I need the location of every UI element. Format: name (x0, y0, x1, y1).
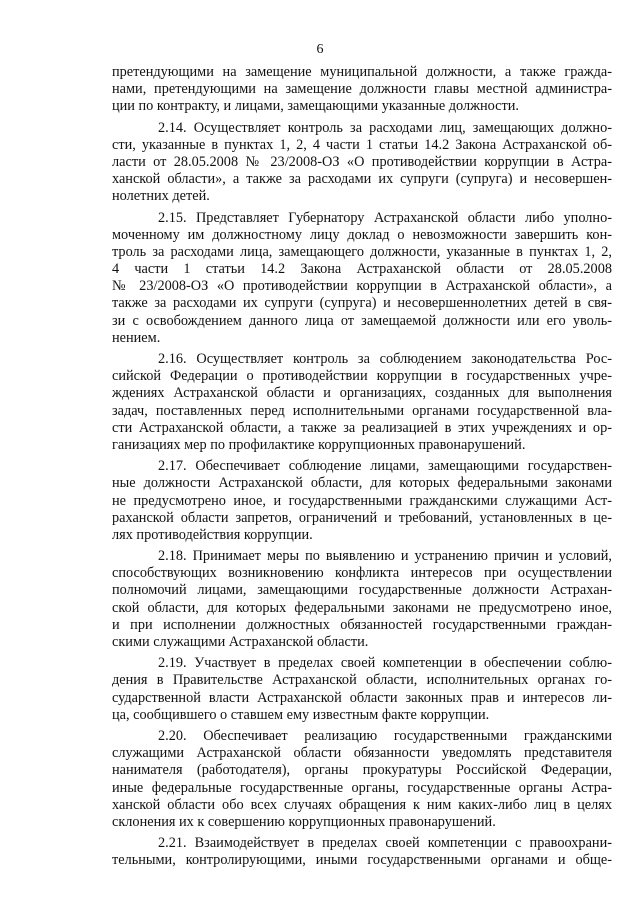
paragraph (112, 120, 612, 206)
text-line: полномочий лицами, замещающими государственные должности Астрахан- (112, 582, 612, 599)
text-line: 2.20. Обеспечивает реализацию государственными гражданскими (158, 727, 612, 744)
text-line: моченному им должностному лицу доклад о невозможности завершить кон- (112, 226, 612, 243)
text-line: 4 части 1 статьи 14.2 Закона Астраханской области от 28.05.2008 (112, 261, 612, 278)
text-line: склонения их к совершению коррупционных правонарушений. (112, 813, 496, 830)
page-number: 6 (316, 42, 324, 57)
text-line: и при исполнении должностных обязанностей государственными граждан- (112, 616, 612, 633)
text-line: 2.16. Осуществляет контроль за соблюдением законодательства Рос- (158, 351, 612, 367)
text-line: скими служащими Астраханской области. (112, 634, 369, 650)
text-line: 2.17. Обеспечивает соблюдение лицами, замещающими государствен- (158, 458, 612, 475)
text-line: троль за расходами лица, замещающего должности, указанные в пунктах 1, 2, (112, 243, 612, 260)
text-line: ханской области обо всех случаях обращения к ним каких-либо лиц в целях (112, 796, 612, 813)
text-line: претендующими на замещение муниципальной должности, а также гражда- (112, 64, 612, 80)
paragraph (112, 64, 612, 116)
text-line: дения в Правительстве Астраханской области, исполнительных органах го- (112, 672, 612, 689)
text-line: ции по контракту, и лицами, замещающими указанные должности. (112, 98, 519, 115)
paragraph (112, 210, 612, 348)
text-line: способствующих возникновению конфликта интересов при осуществлении (112, 565, 612, 582)
text-line: сти Астраханской области, а также за реализацией в этих учреждениях и ор- (112, 419, 612, 436)
text-line: 2.21. Взаимодействует в пределах своей компетенции с правоохрани- (158, 835, 612, 852)
text-line: сти, указанные в пунктах 1, 2, 4 части 1 статьи 14.2 Закона Астраханской об- (112, 136, 612, 153)
text-line: ханской области», а также за расходами их супруги (супруга) и несовершен- (112, 171, 612, 188)
text-line: ждениях Астраханской области и организациях, созданных для выполнения (112, 385, 612, 402)
text-line: 2.18. Принимает меры по выявлению и устранению причин и условий, (158, 548, 612, 565)
text-line: нами, претендующими на замещение должности главы местной администра- (112, 81, 612, 98)
text-line: задач, поставленных перед исполнительными органами государственной вла- (112, 402, 612, 419)
text-line: ганизациях мер по профилактике коррупционных правонарушений. (112, 436, 526, 453)
text-line: сударственной власти Астраханской области законных прав и интересов ли- (112, 689, 612, 706)
paragraph (112, 351, 612, 454)
text-line: № 23/2008-ОЗ «О противодействии коррупции в Астраханской области», а (112, 278, 612, 295)
text-line: тельными, контролирующими, иными государственными органами и обще- (112, 852, 612, 869)
text-line: не предусмотрено иное, и государственными гражданскими служащими Аст- (112, 492, 612, 509)
text-line: ской области, для которых федеральными законами не предусмотрено иное, (112, 599, 612, 616)
text-line: нолетних детей. (112, 188, 210, 205)
paragraph (112, 728, 612, 831)
document-body (112, 64, 612, 869)
text-line: ные должности Астраханской области, для которых федеральными законами (112, 475, 612, 492)
text-line: 2.19. Участвует в пределах своей компетенции в обеспечении соблю- (158, 655, 612, 672)
text-line: нением. (112, 329, 161, 346)
text-line: 2.15. Представляет Губернатору Астраханской области либо уполно- (158, 209, 612, 226)
text-line: ца, сообщившего о ставшем ему известным факте коррупции. (112, 706, 490, 723)
text-line: 2.14. Осуществляет контроль за расходами лиц, замещающих должно- (158, 119, 612, 136)
paragraph (112, 835, 612, 869)
text-line: ласти от 28.05.2008 № 23/2008-ОЗ «О противодействии коррупции в Астра- (112, 153, 612, 170)
text-line: зи с освобождением данного лица от замещаемой должности или его уволь- (112, 312, 612, 329)
paragraph (112, 548, 612, 651)
text-line: раханской области запретов, ограничений и требований, установленных в це- (112, 509, 612, 526)
text-line: лях противодействия коррупции. (112, 526, 313, 543)
text-line: нанимателя (работодателя), органы прокуратуры Российской Федерации, (112, 762, 612, 779)
text-line: служащими Астраханской области обязанности уведомлять представителя (112, 745, 612, 762)
paragraph (112, 458, 612, 544)
text-line: иные федеральные государственные органы, государственные органы Астра- (112, 779, 612, 796)
paragraph (112, 655, 612, 724)
text-line: также за расходами их супруги (супруга) и несовершеннолетних детей в свя- (112, 295, 612, 312)
text-line: сийской Федерации о противодействии коррупции в государственных учре- (112, 368, 612, 385)
